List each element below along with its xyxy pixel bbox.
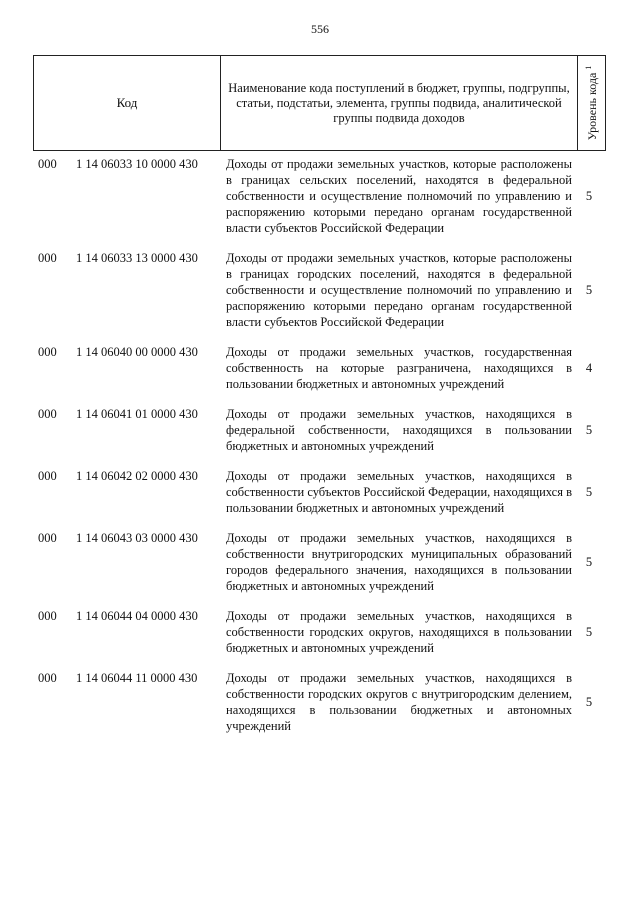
- row-name: Доходы от продажи земельных участков, которые расположены в границах городских поселений, находятся в федеральной собственности и осуществление полномочий по управлению и распоряжению которыми передано органам государственной власти субъектов Российской Федерации: [226, 251, 572, 329]
- row-code: 1 14 06033 10 0000 430: [76, 157, 198, 171]
- row-level: 5: [585, 624, 593, 639]
- column-header-level-text: [584, 66, 600, 141]
- row-level: 4: [585, 360, 593, 375]
- table-row: [38, 156, 606, 236]
- row-level: 5: [585, 694, 593, 709]
- row-name: Доходы от продажи земельных участков, находящихся в собственности внутригородских муниципальных образований городов федерального значения, находящихся в пользовании бюджетных и автономных учреждений: [226, 531, 572, 593]
- table-body: [38, 156, 606, 748]
- row-level: 5: [585, 422, 593, 437]
- table-row: [38, 530, 606, 594]
- row-name: Доходы от продажи земельных участков, которые расположены в границах сельских поселений, находятся в федеральной собственности и осуществление полномочий по управлению и распоряжению которыми передано органам государственной власти субъектов Российской Федерации: [226, 157, 572, 235]
- table-row: [38, 468, 606, 516]
- row-code: 1 14 06033 13 0000 430: [76, 251, 198, 265]
- table-row: [38, 670, 606, 734]
- row-prefix: 000: [38, 469, 57, 483]
- row-name: Доходы от продажи земельных участков, находящихся в федеральной собственности, находящихся в пользовании бюджетных и автономных учреждений: [226, 407, 572, 453]
- column-header-level: [578, 56, 605, 150]
- row-code: 1 14 06040 00 0000 430: [76, 345, 198, 359]
- row-level: 5: [585, 554, 593, 569]
- row-prefix: 000: [38, 671, 57, 685]
- row-code: 1 14 06043 03 0000 430: [76, 531, 198, 545]
- row-prefix: 000: [38, 531, 57, 545]
- row-level: 5: [585, 188, 593, 203]
- row-prefix: 000: [38, 157, 57, 171]
- table-header: [33, 55, 606, 151]
- row-name: Доходы от продажи земельных участков, государственная собственность на которые разграничена, находящихся в пользовании бюджетных и автономных учреждений: [226, 345, 572, 391]
- column-header-code: Код: [34, 56, 221, 150]
- column-header-name: Наименование кода поступлений в бюджет, группы, подгруппы, статьи, подстатьи, элемента, группы подвида, аналитической группы подвида доходов: [221, 56, 578, 150]
- row-code: 1 14 06041 01 0000 430: [76, 407, 198, 421]
- row-code: 1 14 06042 02 0000 430: [76, 469, 198, 483]
- row-prefix: 000: [38, 345, 57, 359]
- row-name: Доходы от продажи земельных участков, находящихся в собственности городских округов, находящихся в пользовании бюджетных и автономных учреждений: [226, 609, 572, 655]
- row-prefix: 000: [38, 609, 57, 623]
- level-label: Уровень кода: [584, 72, 599, 141]
- row-prefix: 000: [38, 251, 57, 265]
- table-row: [38, 406, 606, 454]
- table-row: [38, 250, 606, 330]
- row-name: Доходы от продажи земельных участков, находящихся в собственности городских округов с внутригородским делением, находящихся в пользовании бюджетных и автономных учреждений: [226, 671, 572, 733]
- row-level: 5: [585, 282, 593, 297]
- level-footnote-mark: 1: [583, 65, 593, 70]
- row-prefix: 000: [38, 407, 57, 421]
- row-code: 1 14 06044 04 0000 430: [76, 609, 198, 623]
- row-code: 1 14 06044 11 0000 430: [76, 671, 198, 685]
- table-row: [38, 608, 606, 656]
- row-level: 5: [585, 484, 593, 499]
- page-number: 556: [311, 22, 329, 36]
- row-name: Доходы от продажи земельных участков, находящихся в собственности субъектов Российской Федерации, находящихся в пользовании бюджетных и автономных учреждений: [226, 469, 572, 515]
- table-row: [38, 344, 606, 392]
